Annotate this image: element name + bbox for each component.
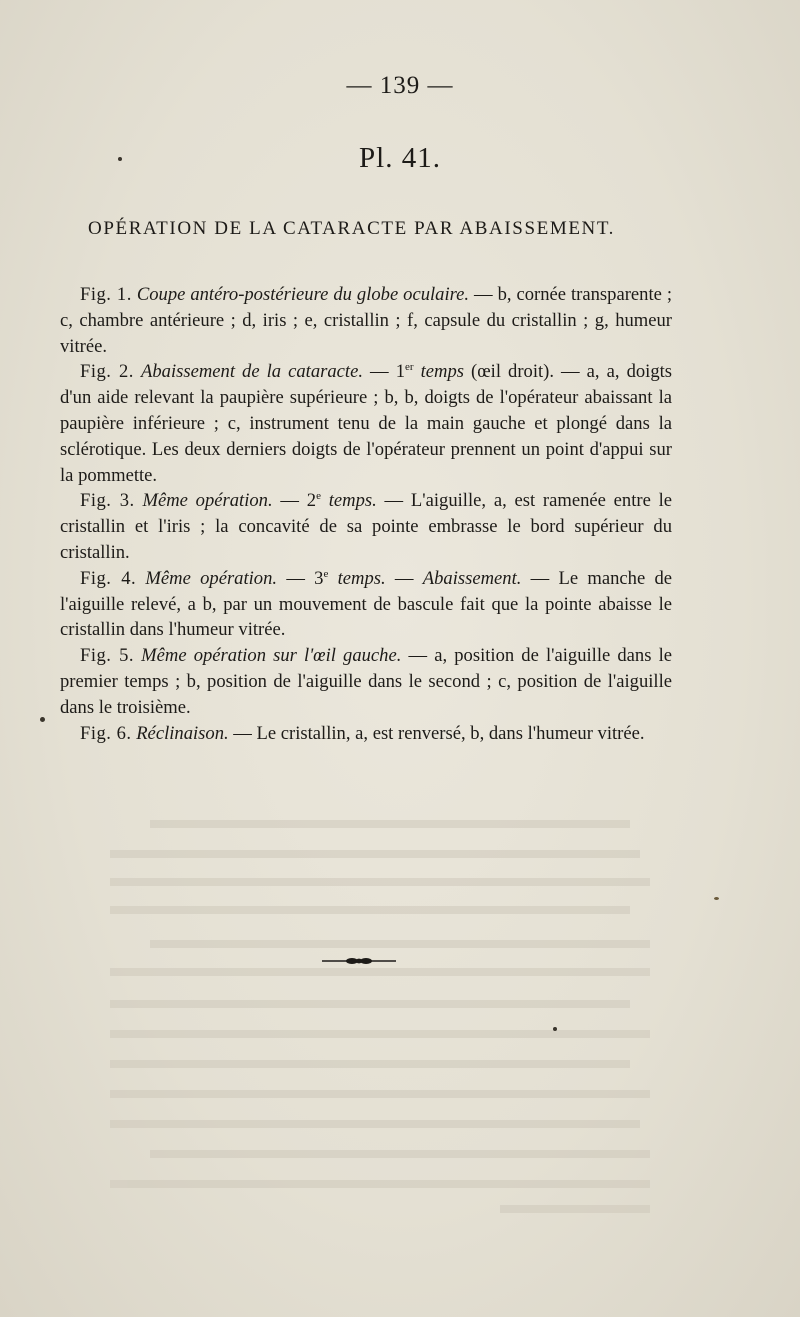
figure-ordinal: 3: [314, 567, 324, 589]
figure-caption: Réclinaison.: [136, 722, 229, 744]
figure-description: — Le manche de l'aiguille relevé, a b, par un mouvement de bascule fait que la pointe abaisse le cristallin dans l'humeur vitrée.: [60, 567, 673, 641]
figure-legend-4: [60, 566, 672, 643]
figure-legend-5: [60, 643, 672, 720]
figure-ordinal-suffix: e: [316, 490, 321, 503]
ink-speck: [553, 1027, 557, 1031]
figure-ordinal: 1: [395, 361, 405, 383]
ink-speck: [714, 897, 719, 900]
figure-label: Fig. 2.: [80, 361, 134, 383]
figure-description: — a, position de l'aiguille dans le premier temps ; b, position de l'aiguille dans le second ; c, position de l'aiguille dans le troisième.: [60, 645, 672, 718]
figure-separator: —: [272, 490, 307, 512]
figure-ordinal-suffix: e: [323, 567, 329, 580]
figure-separator: —: [277, 567, 315, 589]
figure-label: Fig. 6.: [80, 722, 132, 744]
figure-label: Fig. 4.: [80, 567, 137, 589]
ink-speck: [118, 157, 122, 161]
figure-label: Fig. 5.: [80, 645, 135, 667]
figure-caption-phase: Abaissement.: [422, 567, 522, 589]
figure-legends: [60, 282, 672, 746]
ink-speck: [40, 717, 45, 722]
figure-separator: —: [363, 361, 396, 383]
figure-caption: Même opération.: [142, 490, 273, 512]
figure-caption: Même opération sur l'œil gauche.: [141, 645, 402, 667]
figure-label: Fig. 3.: [80, 490, 135, 512]
figure-ordinal-suffix: er: [405, 361, 414, 374]
figure-caption-step: temps.: [328, 567, 386, 589]
section-heading: OPÉRATION DE LA CATARACTE PAR ABAISSEMENT.: [88, 218, 616, 239]
figure-label: Fig. 1.: [80, 284, 132, 305]
figure-description: — L'aiguille, a, est ramenée entre le cristallin et l'iris ; la concavité de sa pointe embrasse le bord supérieur du cristallin.: [60, 490, 673, 563]
plate-title: Pl. 41.: [359, 142, 441, 174]
figure-legend-6: [60, 721, 672, 747]
figure-description: — Le cristallin, a, est renversé, b, dans l'humeur vitrée.: [228, 722, 645, 744]
figure-caption: Coupe antéro-postérieure du globe oculaire.: [136, 284, 470, 305]
figure-caption: Même opération.: [145, 567, 278, 589]
page-number: — 139 —: [346, 72, 454, 99]
figure-description: (œil droit). — a, a, doigts d'un aide relevant la paupière supérieure ; b, b, doigts de l'opérateur abaissant la paupière inférieure ; c, instrument tenu de la main gauche et plongé dans la sclérotique. Les deux derniers doigts de l'opérateur prennent un point d'appui sur la pommette.: [60, 361, 673, 486]
figure-separator: —: [385, 567, 423, 589]
end-ornament: [322, 956, 396, 966]
figure-legend-1: [60, 282, 672, 359]
figure-caption: Abaissement de la cataracte.: [141, 361, 364, 383]
figure-legend-3: [60, 488, 672, 565]
figure-ordinal: 2: [306, 490, 317, 512]
figure-caption-step: temps.: [320, 490, 377, 512]
figure-legend-2: [60, 359, 672, 488]
figure-caption-step: temps: [413, 361, 464, 383]
figure-description: — b, cornée transparente ; c, chambre antérieure ; d, iris ; e, cristallin ; f, capsule du cristallin ; g, humeur vitrée.: [60, 284, 672, 357]
